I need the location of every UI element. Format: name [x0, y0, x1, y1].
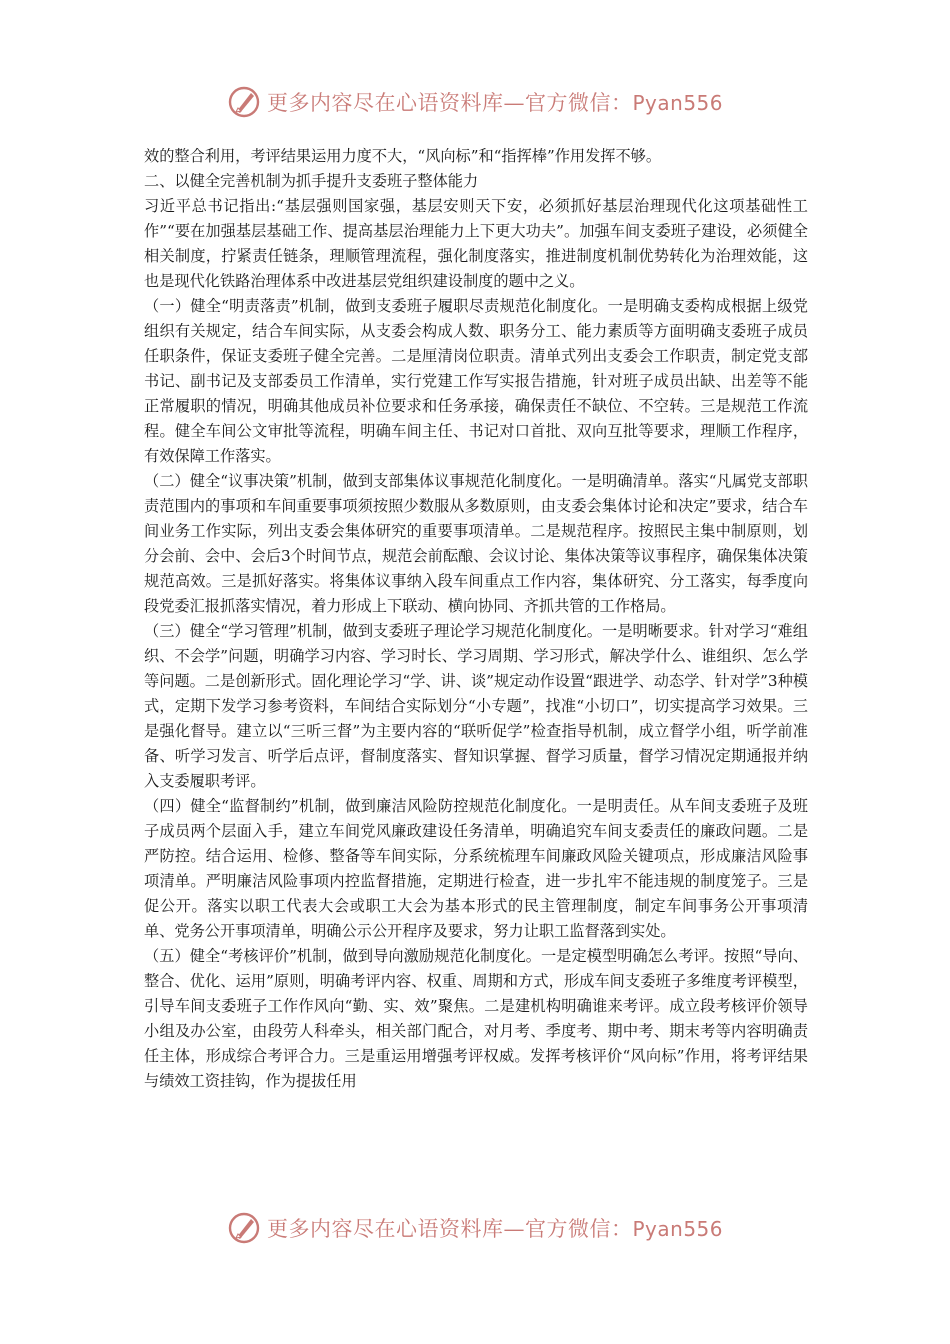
paragraph: （五）健全“考核评价”机制，做到导向激励规范化制度化。一是定模型明确怎么考评。按照“导向、整合、优化、运用”原则，明确考评内容、权重、周期和方式，形成车间支委班子多维度考评模型，引导车间支委班子工作作风向“勤、实、效”聚焦。二是建机构明确谁来考评。成立段考核评价领导小组及办公室，由段劳人科牵头，相关部门配合，对月考、季度考、期中考、期末考等内容明确责任主体，形成综合考评合力。三是重运用增强考评权威。发挥考核评价“风向标”作用，将考评结果与绩效工资挂钩，作为提拔任用 [144, 947, 808, 1090]
paragraph: 习近平总书记指出:“基层强则国家强，基层安则天下安，必须抓好基层治理现代化这项基础性工作”“要在加强基层基础工作、提高基层治理能力上下更大功夫”。加强车间支委班子建设，必须健全相关制度，拧紧责任链条，理顺管理流程，强化制度落实，推进制度机制优势转化为治理效能，这也是现代化铁路治理体系中改进基层党组织建设制度的题中之义。 [144, 197, 808, 290]
section-heading: 二、以健全完善机制为抓手提升支委班子整体能力 [144, 172, 479, 190]
pen-logo-icon [227, 85, 261, 119]
paragraph: 效的整合利用，考评结果运用力度不大，“风向标”和“指挥棒”作用发挥不够。 [144, 147, 662, 165]
pen-logo-icon [227, 1211, 261, 1245]
paragraph: （四）健全“监督制约”机制，做到廉洁风险防控规范化制度化。一是明责任。从车间支委班子及班子成员两个层面入手，建立车间党风廉政建设任务清单，明确追究车间支委责任的廉政问题。二是严防控。结合运用、检修、整备等车间实际，分系统梳理车间廉政风险关键项点，形成廉洁风险事项清单。严明廉洁风险事项内控监督措施，定期进行检查，进一步扎牢不能违规的制度笼子。三是促公开。落实以职工代表大会或职工大会为基本形式的民主管理制度，制定车间事务公开事项清单、党务公开事项清单，明确公示公开程序及要求，努力让职工监督落到实处。 [144, 797, 808, 940]
footer-watermark-banner [0, 1208, 950, 1248]
paragraph: （三）健全“学习管理”机制，做到支委班子理论学习规范化制度化。一是明晰要求。针对学习“难组织、不会学”问题，明确学习内容、学习时长、学习周期、学习形式，解决学什么、谁组织、怎么学等问题。二是创新形式。固化理论学习“学、讲、谈”规定动作设置“跟进学、动态学、针对学”3种模式，定期下发学习参考资料，车间结合实际划分“小专题”，找准“小切口”，切实提高学习效果。三是强化督导。建立以“三听三督”为主要内容的“联听促学”检查指导机制，成立督学小组，听学前准备、听学习发言、听学后点评，督制度落实、督知识掌握、督学习质量，督学习情况定期通报并纳入支委履职考评。 [144, 622, 808, 790]
watermark-text: 更多内容尽在心语资料库—官方微信：Pyan556 [266, 91, 723, 115]
paragraph: （一）健全“明责落责”机制，做到支委班子履职尽责规范化制度化。一是明确支委构成根据上级党组织有关规定，结合车间实际，从支委会构成人数、职务分工、能力素质等方面明确支委班子成员任职条件，保证支委班子健全完善。二是厘清岗位职责。清单式列出支委会工作职责，制定党支部书记、副书记及支部委员工作清单，实行党建工作写实报告措施，针对班子成员出缺、出差等不能正常履职的情况，明确其他成员补位要求和任务承接，确保责任不缺位、不空转。三是规范工作流程。健全车间公文审批等流程，明确车间主任、书记对口首批、双向互批等要求，理顺工作程序，有效保障工作落实。 [144, 297, 808, 465]
document-body [144, 144, 808, 1094]
paragraph: （二）健全“议事决策”机制，做到支部集体议事规范化制度化。一是明确清单。落实“凡属党支部职责范围内的事项和车间重要事项须按照少数服从多数原则，由支委会集体讨论和决定”要求，结合车间业务工作实际，列出支委会集体研究的重要事项清单。二是规范程序。按照民主集中制原则，划分会前、会中、会后3个时间节点，规范会前酝酿、会议讨论、集体决策等议事程序，确保集体决策规范高效。三是抓好落实。将集体议事纳入段车间重点工作内容，集体研究、分工落实，每季度向段党委汇报抓落实情况，着力形成上下联动、横向协同、齐抓共管的工作格局。 [144, 472, 808, 615]
header-watermark-banner [0, 82, 950, 122]
watermark-text: 更多内容尽在心语资料库—官方微信：Pyan556 [266, 1217, 723, 1241]
